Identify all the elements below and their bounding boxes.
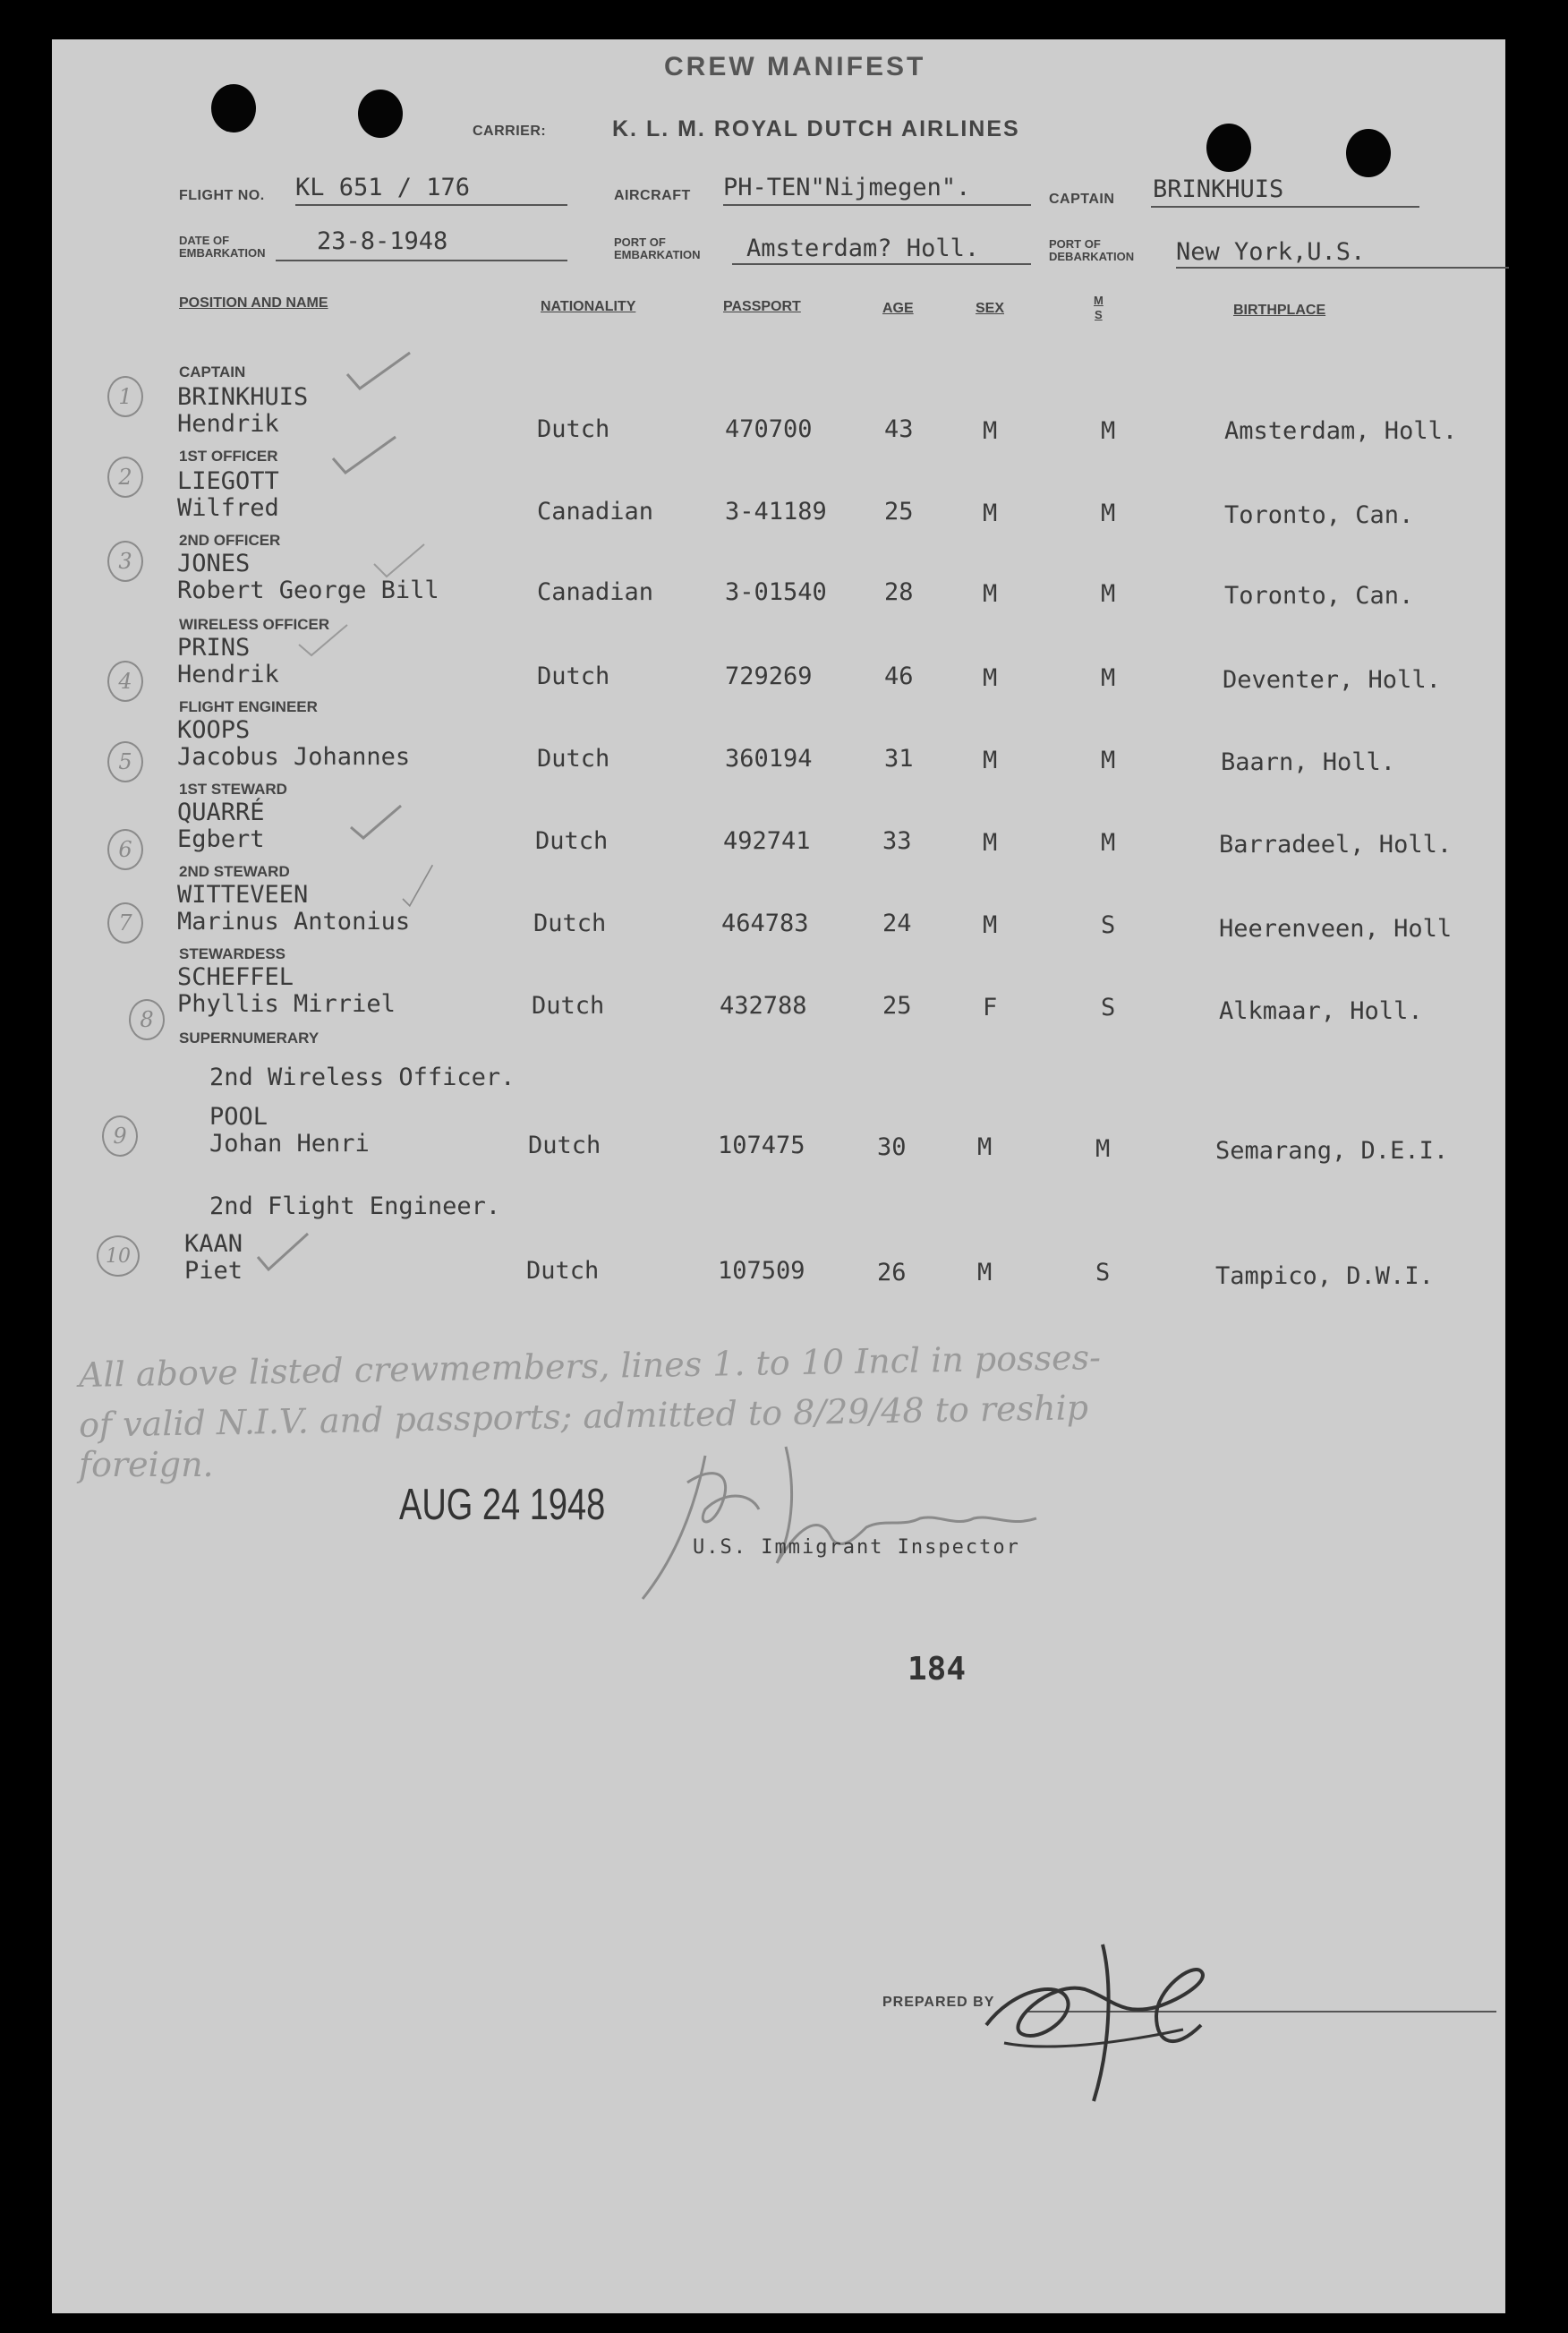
crew-age: 25 [882, 992, 912, 1020]
crew-sex: M [983, 747, 998, 774]
flight-underline [295, 204, 567, 206]
crew-birthplace: Amsterdam, Holl. [1224, 417, 1458, 445]
crew-passport: 107475 [718, 1132, 805, 1159]
crew-passport: 470700 [725, 415, 813, 443]
crew-passport: 107509 [718, 1257, 805, 1285]
port-embarkation-label-2: EMBARKATION [614, 248, 701, 261]
row-number-circle: 7 [107, 902, 143, 944]
col-position-name: POSITION AND NAME [179, 295, 328, 311]
row-number-circle: 5 [107, 741, 143, 782]
crew-age: 30 [877, 1133, 907, 1161]
crew-age: 26 [877, 1259, 907, 1286]
row-number-circle: 3 [107, 541, 143, 582]
crew-marital-status: M [1101, 417, 1116, 445]
aircraft-label: AIRCRAFT [614, 188, 691, 203]
crew-sex: M [977, 1133, 993, 1161]
aircraft-value: PH-TEN"Nijmegen". [723, 174, 971, 201]
carrier-value: K. L. M. ROYAL DUTCH AIRLINES [612, 116, 1020, 141]
crew-nationality: Dutch [526, 1257, 600, 1285]
crew-surname: BRINKHUIS [177, 383, 309, 411]
crew-age: 24 [882, 910, 912, 937]
captain-label: CAPTAIN [1049, 192, 1115, 207]
crew-marital-status: S [1101, 911, 1116, 939]
crew-given-name: Hendrik [177, 661, 279, 688]
crew-sex: F [983, 994, 998, 1021]
crew-position: STEWARDESS [179, 945, 286, 962]
crew-surname: LIEGOTT [177, 467, 279, 495]
flight-label: FLIGHT NO. [179, 188, 265, 203]
manifest-page [52, 39, 1505, 2313]
port-embarkation-label-1: PORT OF [614, 235, 666, 249]
crew-birthplace: Tampico, D.W.I. [1215, 1262, 1434, 1290]
crew-nationality: Dutch [537, 745, 610, 773]
crew-position: 1ST OFFICER [179, 448, 278, 465]
crew-nationality: Canadian [537, 498, 654, 526]
date-underline [276, 260, 567, 261]
crew-given-name: Phyllis Mirriel [177, 990, 396, 1018]
crew-passport: 729269 [725, 662, 813, 690]
crew-marital-status: M [1101, 747, 1116, 774]
crew-birthplace: Heerenveen, Holl [1219, 915, 1453, 943]
row-number-circle: 2 [107, 457, 143, 498]
date-label-1: DATE OF [179, 234, 230, 247]
document-title: CREW MANIFEST [664, 52, 926, 81]
check-mark-icon [295, 618, 367, 662]
crew-birthplace: Toronto, Can. [1224, 501, 1414, 529]
crew-passport: 464783 [721, 910, 809, 937]
check-mark-icon [347, 800, 419, 845]
crew-role: 2nd Wireless Officer. [209, 1064, 516, 1091]
preparer-signature [977, 1927, 1246, 2106]
aircraft-underline [723, 204, 1031, 206]
crew-nationality: Dutch [535, 827, 609, 855]
crew-sex: M [983, 664, 998, 692]
supernumerary-label: SUPERNUMERARY [179, 1030, 320, 1047]
col-marital-m: M [1094, 294, 1104, 307]
port-embarkation-underline [732, 263, 1031, 265]
row-number-circle: 1 [107, 376, 143, 417]
crew-position: FLIGHT ENGINEER [179, 698, 318, 715]
carrier-label: CARRIER: [473, 124, 547, 139]
crew-surname: KAAN [184, 1230, 243, 1258]
crew-role: 2nd Flight Engineer. [209, 1192, 501, 1220]
date-stamp: AUG 24 1948 [399, 1481, 606, 1530]
crew-position: 1ST STEWARD [179, 781, 287, 798]
row-number-circle: 10 [97, 1235, 140, 1277]
port-debarkation-label-2: DEBARKATION [1049, 250, 1135, 263]
check-mark-icon [329, 433, 401, 478]
crew-surname: SCHEFFEL [177, 963, 294, 991]
check-mark-icon [254, 1230, 326, 1275]
crew-marital-status: S [1095, 1259, 1111, 1286]
col-sex: SEX [976, 301, 1005, 316]
crew-nationality: Dutch [533, 910, 607, 937]
row-number-circle: 8 [129, 999, 165, 1040]
prepared-by-label: PREPARED BY [882, 1995, 995, 2010]
crew-age: 43 [884, 415, 914, 443]
crew-age: 31 [884, 745, 914, 773]
crew-given-name: Egbert [177, 825, 265, 853]
punch-hole [211, 84, 256, 132]
row-number-circle: 4 [107, 661, 143, 702]
crew-given-name: Hendrik [177, 410, 279, 438]
port-debarkation-label-1: PORT OF [1049, 237, 1101, 251]
crew-sex: M [983, 580, 998, 608]
row-number-circle: 6 [107, 829, 143, 870]
crew-passport: 3-41189 [725, 498, 827, 526]
crew-given-name: Piet [184, 1257, 243, 1285]
crew-birthplace: Toronto, Can. [1224, 582, 1414, 610]
handwritten-note-line-3: foreign. [79, 1445, 214, 1484]
crew-passport: 432788 [720, 992, 807, 1020]
captain-value: BRINKHUIS [1153, 175, 1284, 203]
crew-nationality: Dutch [532, 992, 605, 1020]
crew-passport: 3-01540 [725, 578, 827, 606]
crew-surname: JONES [177, 550, 251, 577]
date-label-2: EMBARKATION [179, 246, 266, 260]
crew-birthplace: Deventer, Holl. [1223, 666, 1441, 694]
crew-marital-status: M [1101, 664, 1116, 692]
crew-sex: M [983, 500, 998, 527]
crew-given-name: Johan Henri [209, 1130, 370, 1158]
crew-position: 2ND OFFICER [179, 532, 281, 549]
crew-surname: PRINS [177, 634, 251, 662]
crew-given-name: Wilfred [177, 494, 279, 522]
row-number-circle: 9 [102, 1115, 138, 1157]
crew-surname: QUARRÉ [177, 799, 265, 826]
captain-underline [1151, 206, 1419, 208]
crew-sex: M [977, 1259, 993, 1286]
crew-surname: POOL [209, 1103, 268, 1131]
crew-marital-status: M [1101, 500, 1116, 527]
crew-age: 46 [884, 662, 914, 690]
crew-birthplace: Barradeel, Holl. [1219, 831, 1453, 859]
crew-given-name: Jacobus Johannes [177, 743, 411, 771]
inspector-signature [589, 1429, 1090, 1608]
crew-position: 2ND STEWARD [179, 863, 290, 880]
punch-hole [358, 90, 403, 138]
crew-passport: 492741 [723, 827, 811, 855]
check-mark-icon [344, 349, 415, 394]
crew-sex: M [983, 829, 998, 857]
col-nationality: NATIONALITY [541, 299, 636, 314]
inspector-title: U.S. Immigrant Inspector [693, 1536, 1020, 1559]
check-mark-icon [385, 863, 456, 908]
col-birthplace: BIRTHPLACE [1233, 303, 1326, 318]
port-embarkation-value: Amsterdam? Holl. [746, 235, 980, 262]
col-marital-s: S [1095, 308, 1103, 321]
crew-passport: 360194 [725, 745, 813, 773]
col-age: AGE [882, 301, 914, 316]
crew-age: 25 [884, 498, 914, 526]
crew-nationality: Dutch [528, 1132, 601, 1159]
check-mark-icon [371, 537, 442, 582]
crew-sex: M [983, 417, 998, 445]
crew-nationality: Canadian [537, 578, 654, 606]
handwritten-note-line-1: All above listed crewmembers, lines 1. to 10 Incl in posses- [78, 1337, 1102, 1395]
crew-position: CAPTAIN [179, 363, 246, 380]
crew-given-name: Marinus Antonius [177, 908, 411, 936]
crew-marital-status: S [1101, 994, 1116, 1021]
page-number: 184 [908, 1651, 967, 1688]
crew-position: WIRELESS OFFICER [179, 616, 330, 633]
crew-birthplace: Baarn, Holl. [1221, 748, 1396, 776]
flight-value: KL 651 / 176 [295, 174, 471, 201]
crew-birthplace: Alkmaar, Holl. [1219, 997, 1423, 1025]
port-debarkation-underline [1176, 267, 1509, 269]
crew-nationality: Dutch [537, 415, 610, 443]
crew-age: 33 [882, 827, 912, 855]
crew-marital-status: M [1101, 829, 1116, 857]
crew-sex: M [983, 911, 998, 939]
crew-given-name: Robert George Bill [177, 577, 439, 604]
col-passport: PASSPORT [723, 299, 801, 314]
punch-hole [1346, 129, 1391, 177]
crew-marital-status: M [1101, 580, 1116, 608]
crew-birthplace: Semarang, D.E.I. [1215, 1137, 1449, 1165]
crew-age: 28 [884, 578, 914, 606]
punch-hole [1206, 124, 1251, 172]
port-debarkation-value: New York,U.S. [1176, 238, 1366, 266]
crew-marital-status: M [1095, 1135, 1111, 1163]
handwritten-note-line-2: of valid N.I.V. and passports; admitted to 8/29/48 to reship [78, 1388, 1089, 1445]
crew-surname: KOOPS [177, 716, 251, 744]
crew-nationality: Dutch [537, 662, 610, 690]
date-value: 23-8-1948 [317, 227, 448, 255]
crew-surname: WITTEVEEN [177, 881, 309, 909]
